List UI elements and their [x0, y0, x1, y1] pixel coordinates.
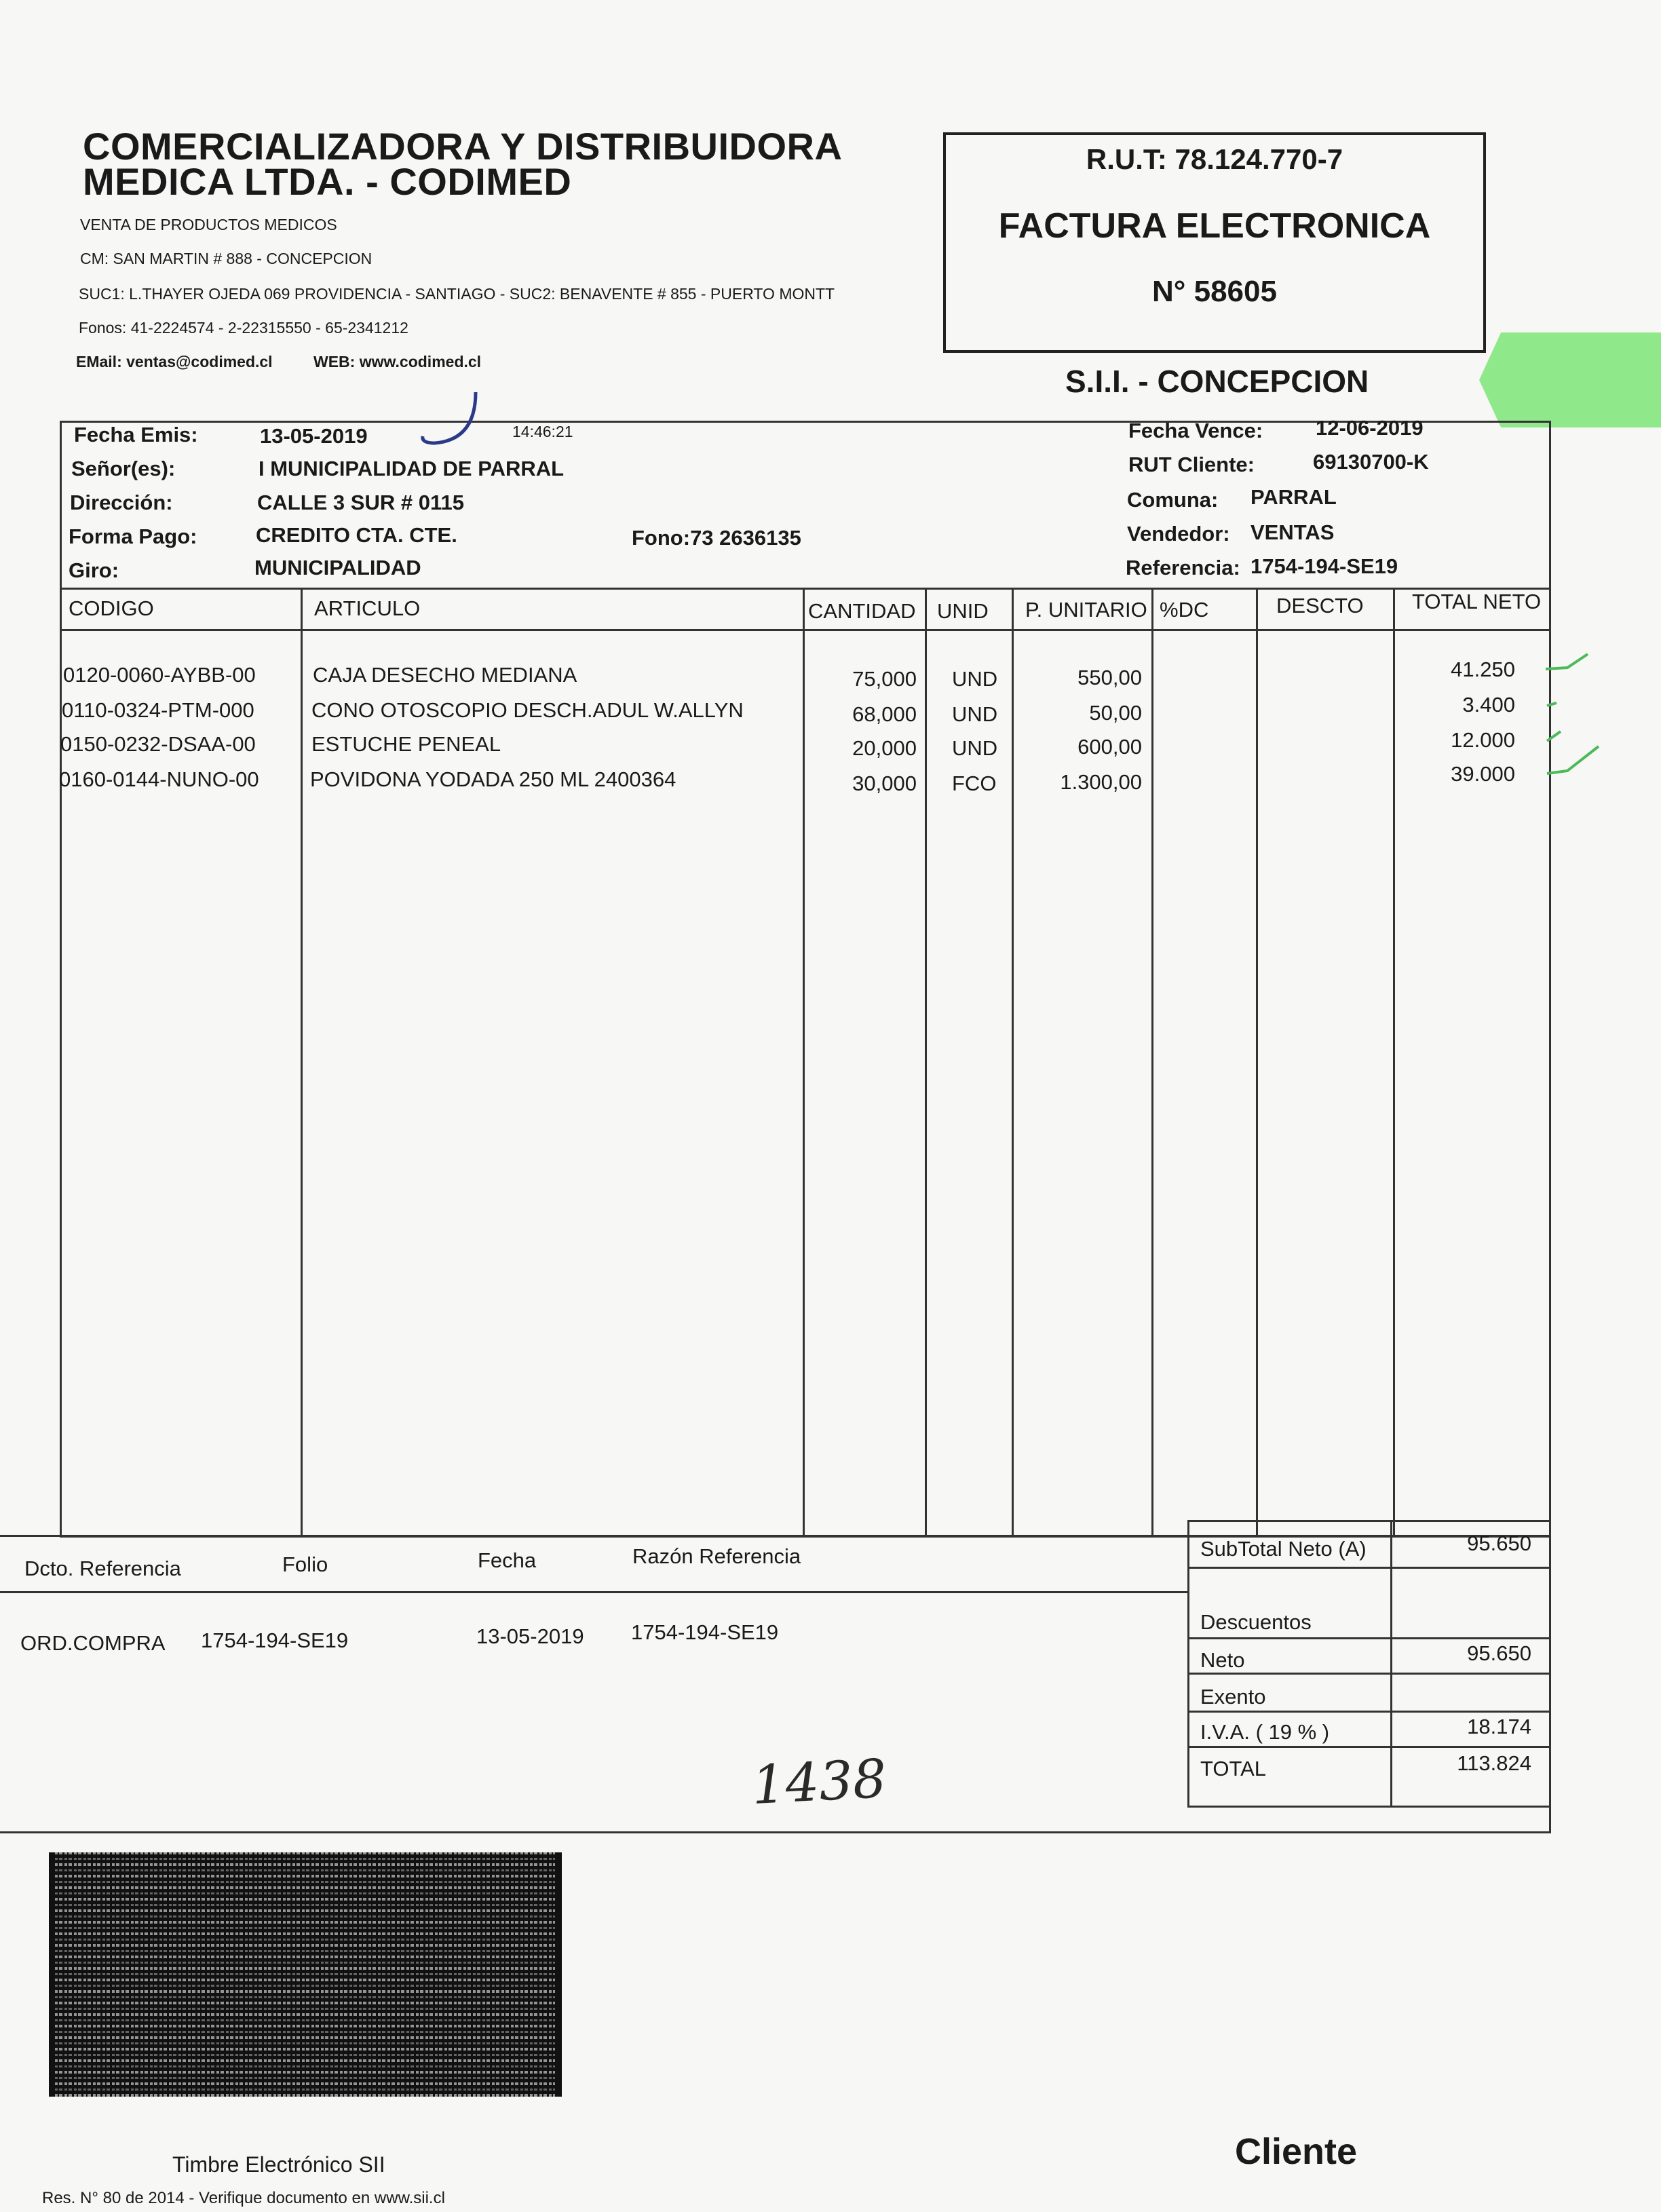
- header-dc: %DC: [1160, 598, 1209, 622]
- reference-divider: [0, 1591, 1187, 1593]
- ref-fecha-value: 13-05-2019: [476, 1624, 584, 1648]
- header-descto: DESCTO: [1276, 594, 1364, 617]
- row-unitario: 1.300,00: [1060, 770, 1142, 794]
- resolution-note: Res. N° 80 de 2014 - Verifique documento en www.sii.cl: [42, 2189, 445, 2207]
- row-unitario: 600,00: [1077, 735, 1142, 759]
- header-codigo: CODIGO: [69, 596, 154, 620]
- row-unid: UND: [952, 667, 998, 691]
- totals-row-divider: [1189, 1637, 1549, 1639]
- totals-row-divider: [1189, 1711, 1549, 1713]
- row-articulo: ESTUCHE PENEAL: [311, 732, 501, 756]
- green-checkmark-icon: [1540, 645, 1622, 780]
- row-total: 39.000: [1451, 762, 1515, 786]
- row-cantidad: 20,000: [852, 736, 917, 760]
- subtotal-value: 95.650: [1467, 1531, 1531, 1555]
- direccion-label: Dirección:: [70, 491, 173, 514]
- header-total-neto: TOTAL NETO: [1412, 590, 1542, 613]
- row-unid: UND: [952, 702, 998, 726]
- iva-label: I.V.A. ( 19 % ): [1200, 1720, 1330, 1744]
- customer-info-box: [60, 416, 1551, 590]
- forma-pago-value: CREDITO CTA. CTE.: [256, 523, 457, 547]
- table-header-divider: [62, 629, 1549, 631]
- issuer-name: [83, 125, 843, 203]
- timbre-label: Timbre Electrónico SII: [172, 2152, 385, 2177]
- checkmark-icon: [381, 389, 482, 457]
- vendedor-label: Vendedor:: [1127, 522, 1230, 546]
- col-divider: [1256, 590, 1258, 1536]
- document-type: FACTURA ELECTRONICA: [998, 206, 1431, 246]
- fono-value: Fono:73 2636135: [632, 526, 801, 550]
- row-articulo: CONO OTOSCOPIO DESCH.ADUL W.ALLYN: [311, 698, 744, 722]
- comuna-value: PARRAL: [1250, 485, 1337, 509]
- neto-label: Neto: [1200, 1648, 1245, 1672]
- exento-label: Exento: [1200, 1685, 1266, 1709]
- ref-razon-value: 1754-194-SE19: [631, 1620, 779, 1644]
- neto-value: 95.650: [1467, 1641, 1531, 1665]
- fecha-vence-value: 12-06-2019: [1316, 416, 1424, 440]
- giro-label: Giro:: [69, 558, 119, 582]
- green-sticky-tab: [1479, 332, 1661, 427]
- row-total: 41.250: [1451, 657, 1515, 681]
- ref-dcto-value: ORD.COMPRA: [20, 1631, 166, 1655]
- emission-time: 14:46:21: [512, 423, 573, 440]
- ref-header-dcto: Dcto. Referencia: [24, 1557, 181, 1580]
- comuna-label: Comuna:: [1127, 488, 1219, 512]
- row-unitario: 50,00: [1089, 701, 1142, 725]
- row-total: 3.400: [1462, 693, 1515, 717]
- totals-box: [1187, 1520, 1551, 1808]
- issuer-rut: R.U.T: 78.124.770-7: [1086, 143, 1343, 175]
- header-unid: UNID: [937, 599, 989, 623]
- subtotal-label: SubTotal Neto (A): [1200, 1537, 1367, 1561]
- document-number: N° 58605: [1152, 275, 1277, 308]
- ref-header-razon: Razón Referencia: [632, 1544, 801, 1568]
- row-total: 12.000: [1451, 728, 1515, 752]
- ref-folio-value: 1754-194-SE19: [201, 1628, 349, 1652]
- referencia-value: 1754-194-SE19: [1250, 554, 1398, 578]
- sii-office: S.I.I. - CONCEPCION: [1065, 364, 1369, 399]
- rut-cliente-label: RUT Cliente:: [1128, 453, 1255, 476]
- ref-header-fecha: Fecha: [478, 1548, 537, 1572]
- issuer-address: CM: SAN MARTIN # 888 - CONCEPCION: [80, 250, 373, 267]
- col-divider: [1012, 590, 1014, 1536]
- row-articulo: CAJA DESECHO MEDIANA: [313, 663, 577, 687]
- row-cantidad: 75,000: [852, 667, 917, 691]
- fecha-vence-label: Fecha Vence:: [1128, 419, 1263, 442]
- col-divider: [803, 590, 805, 1536]
- issuer-phones: Fonos: 41-2224574 - 2-22315550 - 65-2341212: [79, 319, 408, 337]
- document-id-box: [943, 132, 1486, 353]
- total-label: TOTAL: [1200, 1757, 1267, 1780]
- issuer-branches: SUC1: L.THAYER OJEDA 069 PROVIDENCIA - SANTIAGO - SUC2: BENAVENTE # 855 - PUERTO MONTT: [79, 285, 835, 303]
- header-p-unitario: P. UNITARIO: [1025, 598, 1147, 622]
- row-codigo: 0160-0144-NUNO-00: [59, 767, 259, 791]
- issuer-web: WEB: www.codimed.cl: [313, 353, 482, 370]
- handwritten-note: 1438: [750, 1748, 888, 1817]
- pdf417-barcode: [49, 1852, 562, 2097]
- referencia-label: Referencia:: [1126, 556, 1240, 579]
- totals-row-divider: [1189, 1746, 1549, 1748]
- issuer-email: EMail: ventas@codimed.cl: [76, 353, 273, 370]
- col-divider: [1151, 590, 1153, 1536]
- iva-value: 18.174: [1467, 1715, 1531, 1738]
- items-table: [60, 588, 1551, 1538]
- row-cantidad: 68,000: [852, 702, 917, 726]
- copy-label: Cliente: [1235, 2131, 1358, 2172]
- row-unitario: 550,00: [1077, 666, 1142, 689]
- total-value: 113.824: [1457, 1751, 1531, 1775]
- descuentos-label: Descuentos: [1200, 1610, 1312, 1634]
- issuer-tagline: VENTA DE PRODUCTOS MEDICOS: [80, 216, 337, 233]
- totals-row-divider: [1189, 1567, 1549, 1569]
- row-codigo: 0120-0060-AYBB-00: [63, 663, 256, 687]
- rut-cliente-value: 69130700-K: [1313, 450, 1429, 474]
- ref-header-folio: Folio: [282, 1552, 328, 1576]
- fecha-emis-label: Fecha Emis:: [74, 423, 198, 446]
- row-cantidad: 30,000: [852, 771, 917, 795]
- forma-pago-label: Forma Pago:: [69, 525, 197, 548]
- issuer-name-line2: MEDICA LTDA. - CODIMED: [83, 160, 572, 203]
- row-articulo: POVIDONA YODADA 250 ML 2400364: [310, 767, 676, 791]
- col-divider: [301, 590, 303, 1536]
- giro-value: MUNICIPALIDAD: [254, 556, 421, 579]
- row-codigo: 0150-0232-DSAA-00: [60, 732, 256, 756]
- fecha-emis-value: 13-05-2019: [260, 424, 368, 448]
- issuer-name-line1: COMERCIALIZADORA Y DISTRIBUIDORA: [83, 125, 843, 168]
- vendedor-value: VENTAS: [1250, 520, 1335, 544]
- row-unid: UND: [952, 736, 998, 760]
- col-divider: [925, 590, 927, 1536]
- direccion-value: CALLE 3 SUR # 0115: [257, 491, 464, 514]
- senores-label: Señor(es):: [71, 457, 176, 480]
- header-articulo: ARTICULO: [314, 596, 421, 620]
- row-unid: FCO: [952, 771, 997, 795]
- header-cantidad: CANTIDAD: [808, 599, 916, 623]
- totals-row-divider: [1189, 1673, 1549, 1675]
- senores-value: I MUNICIPALIDAD DE PARRAL: [259, 457, 565, 480]
- row-codigo: 0110-0324-PTM-000: [62, 698, 254, 722]
